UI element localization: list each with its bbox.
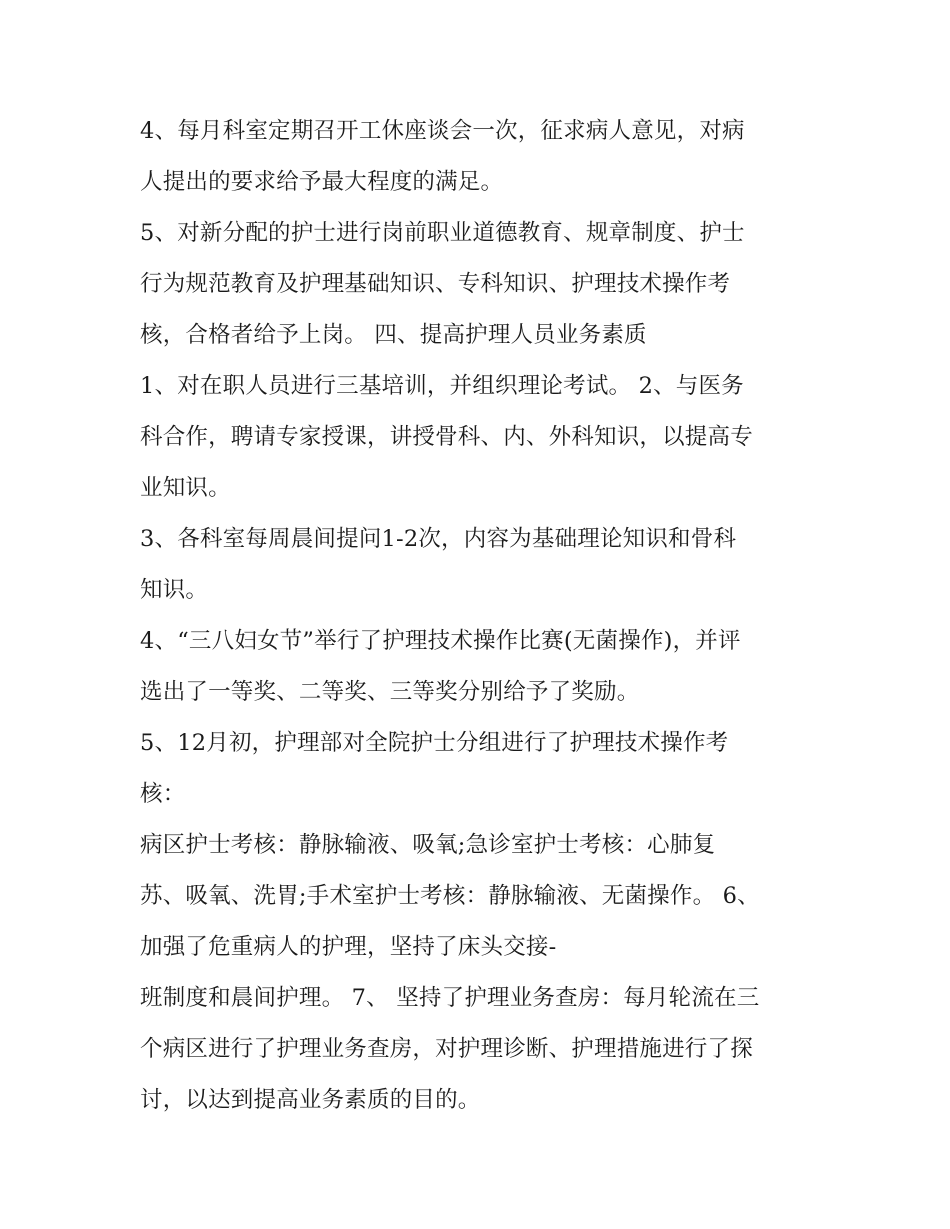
- text-line: 个病区进行了护理业务查房，对护理诊断、护理措施进行了探: [140, 1036, 753, 1062]
- document-body: [140, 106, 830, 1126]
- text-line: 1、对在职人员进行三基培训，并组织理论考试。 2、与医务: [140, 373, 744, 399]
- text-line: 5、12月初，护理部对全院护士分组进行了护理技术操作考: [140, 730, 729, 756]
- text-line: 5、对新分配的护士进行岗前职业道德教育、规章制度、护士: [140, 220, 745, 246]
- text-line: 核，合格者给予上岗。 四、提高护理人员业务素质: [140, 322, 647, 348]
- text-line: 讨，以达到提高业务素质的目的。: [140, 1087, 481, 1113]
- text-line: 核：: [140, 781, 186, 807]
- text-line: 加强了危重病人的护理，坚持了床头交接-: [140, 934, 557, 960]
- text-line: 苏、吸氧、洗胃;手术室护士考核：静脉输液、无菌操作。 6、: [140, 883, 760, 909]
- text-line: 4、每月科室定期召开工休座谈会一次，征求病人意见，对病: [140, 118, 745, 144]
- text-line: 选出了一等奖、二等奖、三等奖分别给予了奖励。: [140, 679, 640, 705]
- text-line: 科合作，聘请专家授课，讲授骨科、内、外科知识，以提高专: [140, 424, 753, 450]
- text-line: 业知识。: [140, 475, 231, 501]
- text-line: 4、“三八妇女节”举行了护理技术操作比赛(无菌操作)，并评: [140, 628, 741, 654]
- text-line: 知识。: [140, 577, 209, 603]
- text-line: 班制度和晨间护理。 7、 坚持了护理业务查房：每月轮流在三: [140, 985, 760, 1011]
- text-line: 3、各科室每周晨间提问1-2次，内容为基础理论知识和骨科: [140, 526, 737, 552]
- text-line: 行为规范教育及护理基础知识、专科知识、护理技术操作考: [140, 271, 731, 297]
- text-line: 人提出的要求给予最大程度的满足。: [140, 169, 504, 195]
- text-line: 病区护士考核：静脉输液、吸氧;急诊室护士考核：心肺复: [140, 832, 716, 858]
